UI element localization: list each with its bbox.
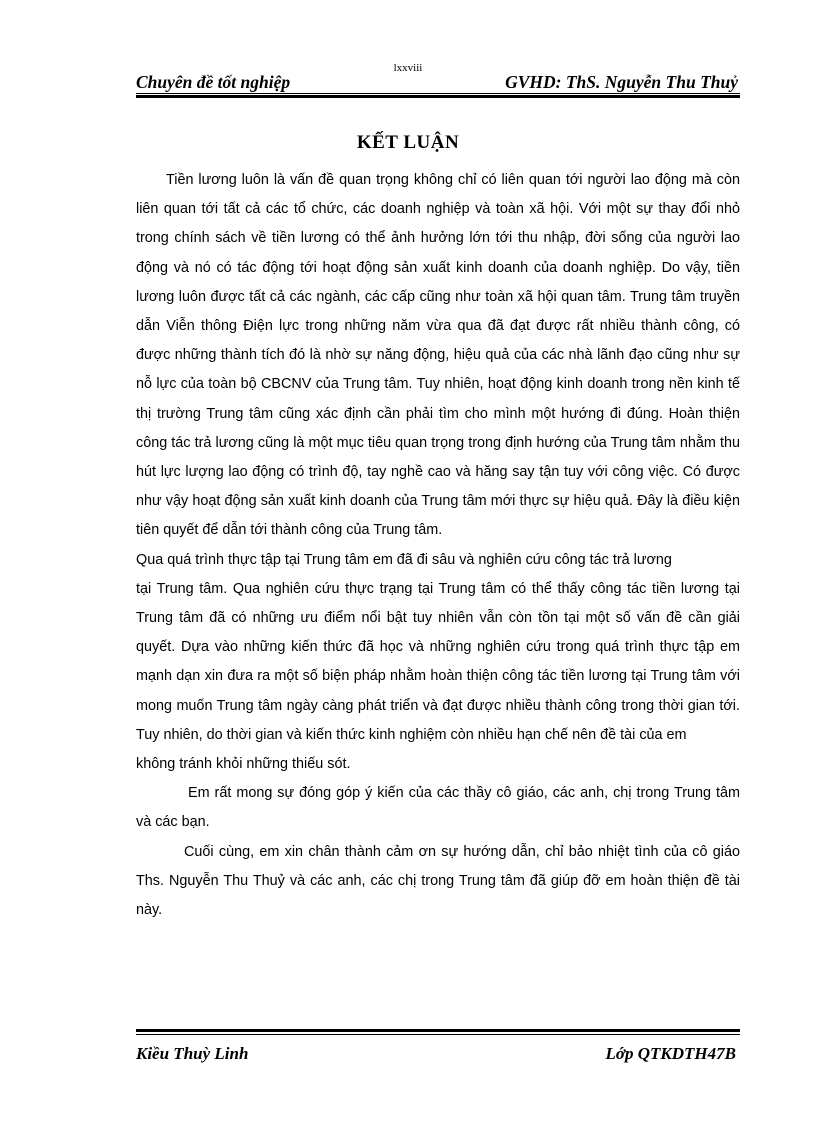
footer-rule-thick <box>136 1029 740 1032</box>
body-text <box>136 166 740 925</box>
paragraph-internship-line1: Qua quá trình thực tập tại Trung tâm em đã đi sâu và nghiên cứu công tác trả lương <box>136 551 672 568</box>
footer-author: Kiều Thuỳ Linh <box>136 1044 249 1063</box>
page-number: lxxviii <box>393 62 423 74</box>
header-rule-thick <box>136 95 740 98</box>
paragraph-request: Em rất mong sự đóng góp ý kiến của các thầy cô giáo, các anh, chị trong Trung tâm và các bạn. <box>136 785 740 831</box>
footer-class: Lớp QTKDTH47B <box>605 1044 736 1063</box>
page-title: KẾT LUẬN <box>356 132 460 153</box>
paragraph-internship-tail: không tránh khỏi những thiếu sót. <box>136 756 351 773</box>
paragraph-summary: Tiền lương luôn là vấn đề quan trọng không chỉ có liên quan tới người lao động mà còn liên quan tới tất cả các tổ chức, các doanh nghiệp và toàn xã hội. Với một sự thay đổi nhỏ trong chính sách về tiền lương có thể ảnh hưởng lớn tới thu nhập, đời sống của người lao động và nó có tác động tới hoạt động sản xuất kinh doanh của doanh nghiệp. Do vậy, tiền lương luôn được tất cả các ngành, các cấp cũng như toàn xã hội quan tâm. Trung tâm truyền dẫn Viễn thông Điện lực trong những năm vừa qua đã đạt được rất nhiều thành công, có được những thành tích đó là nhờ sự năng động, hiệu quả của các nhà lãnh đạo cũng như sự nỗ lực của toàn bộ CBCNV của Trung tâm. Tuy nhiên, hoạt động kinh doanh trong nền kinh tế thị trường Trung tâm cũng xác định cần phải tìm cho mình một hướng đi đúng. Hoàn thiện công tác trả lương cũng là một mục tiêu quan trọng trong định hướng của Trung tâm nhằm thu hút lực lượng lao động có trình độ, tay nghề cao và hăng say tận tuy với công việc. Có được như vậy hoạt động sản xuất kinh doanh của Trung tâm mới thực sự hiệu quả. Đây là điều kiện tiên quyết để dẫn tới thành công của Trung tâm. <box>136 172 740 539</box>
paragraph-thanks: Cuối cùng, em xin chân thành cảm ơn sự hướng dẫn, chỉ bảo nhiệt tình của cô giáo Ths. Nguyễn Thu Thuỷ và các anh, các chị trong Trung tâm đã giúp đỡ em hoàn thiện đề tài này. <box>136 843 740 919</box>
header-advisor: GVHD: ThS. Nguyễn Thu Thuỷ <box>505 72 738 92</box>
paragraph-internship: tại Trung tâm. Qua nghiên cứu thực trạng tại Trung tâm có thể thấy công tác tiền lương tại Trung tâm đã có những ưu điểm nổi bật tuy nhiên vẫn còn tồn tại một số vấn đề cần giải quyết. Dựa vào những kiến thức đã học và những nghiên cứu trong quá trình thực tập em mạnh dạn xin đưa ra một số biện pháp nhằm hoàn thiện công tác tiền lương tại Trung tâm với mong muốn Trung tâm ngày càng phát triển và đạt được nhiều thành công trong thời gian tới. Tuy nhiên, do thời gian và kiến thức kinh nghiệm còn nhiều hạn chế nên đề tài của em <box>136 580 740 743</box>
header-rule-thin <box>136 93 740 94</box>
footer-rule-thin <box>136 1034 740 1035</box>
header-topic: Chuyên đề tốt nghiệp <box>136 72 291 92</box>
